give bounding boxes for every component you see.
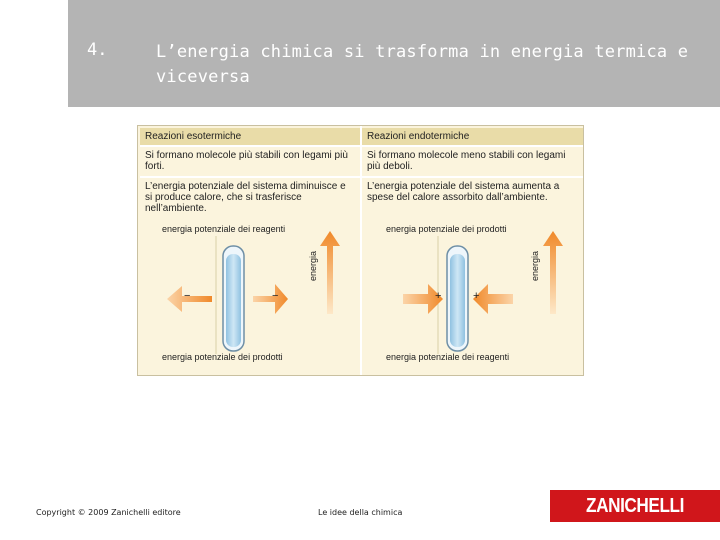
logo-text: ZANICHELLI [586, 495, 684, 517]
heat-out-arrow-right [253, 284, 288, 314]
exothermic-diagram [167, 231, 340, 354]
exothermic-bottom-label: energia potenziale dei prodotti [162, 352, 283, 362]
slide-title: L’energia chimica si trasforma in energia termica e viceversa [156, 42, 689, 87]
zanichelli-logo [550, 490, 720, 522]
endothermic-energy-text: L’energia potenziale del sistema aumenta a spese del calore assorbito dall’ambiente. [362, 176, 583, 219]
illustration [138, 126, 583, 375]
endothermic-header: Reazioni endotermiche [362, 128, 583, 145]
book-title: Le idee della chimica [318, 508, 403, 517]
endothermic-bond-text: Si formano molecole meno stabili con legami più deboli. [362, 145, 583, 176]
exothermic-energy-text: L’energia potenziale del sistema diminuisce e si produce calore, che si trasferisce nell’ambiente. [140, 176, 360, 219]
exothermic-bond-text: Si formano molecole più stabili con legami più forti. [140, 145, 360, 176]
endothermic-bottom-label: energia potenziale dei reagenti [386, 352, 510, 362]
exothermic-sign-right: − [272, 290, 279, 302]
endothermic-diagram [403, 231, 563, 354]
endothermic-energy-axis-label: energia [530, 250, 540, 281]
reaction-comparison-figure [137, 125, 584, 376]
slide-number: 4. [87, 40, 108, 60]
exothermic-header: Reazioni esotermiche [140, 128, 360, 145]
endothermic-top-label: energia potenziale dei prodotti [386, 224, 507, 234]
exothermic-sign-left: − [184, 290, 191, 302]
energy-arrow-right [543, 231, 563, 314]
exothermic-energy-axis-label: energia [308, 250, 318, 281]
copyright-text: Copyright © 2009 Zanichelli editore [36, 508, 181, 517]
endothermic-sign-right: + [473, 290, 480, 302]
endothermic-sign-left: + [435, 290, 442, 302]
exothermic-top-label: energia potenziale dei reagenti [162, 224, 286, 234]
energy-arrow-left [320, 231, 340, 314]
